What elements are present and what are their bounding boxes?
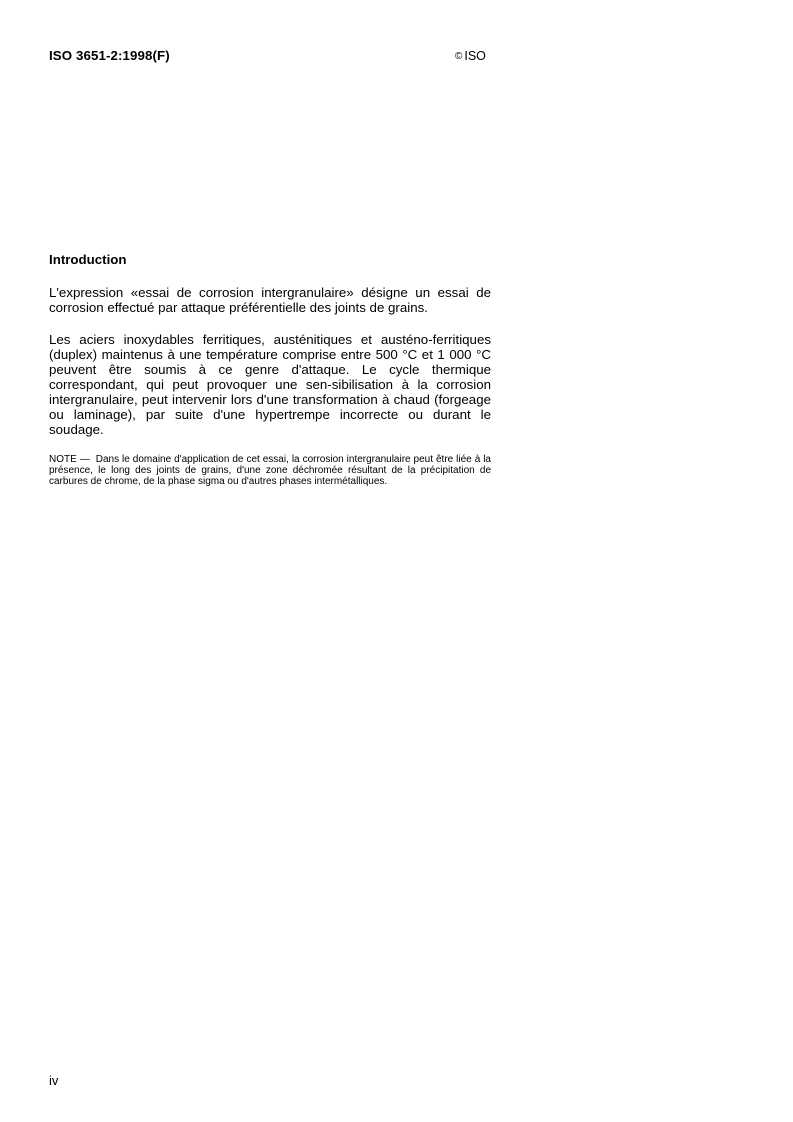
- standard-reference: ISO 3651-2:1998(F): [49, 48, 170, 63]
- note-label: NOTE —: [49, 454, 90, 465]
- note: [49, 454, 491, 487]
- copyright-notice: [455, 49, 486, 63]
- note-text: Dans le domaine d'application de cet essai, la corrosion intergranulaire peut être liée à la présence, le long des joints de grains, d'une zone déchromée résultant de la précipitation de carbures de chrome, de la phase sigma ou d'autres phases intermétalliques.: [49, 454, 491, 487]
- introduction-section: [49, 252, 491, 487]
- paragraph-1: L'expression «essai de corrosion intergranulaire» désigne un essai de corrosion effectué par attaque préférentielle des joints de grains.: [49, 285, 491, 315]
- paragraph-2: Les aciers inoxydables ferritiques, austénitiques et austéno-ferritiques (duplex) maintenus à une température comprise entre 500 °C et 1 000 °C peuvent être soumis à ce genre d'attaque. Le cycle thermique correspondant, qui peut provoquer une sen-sibilisation à la corrosion intergranulaire, peut intervenir lors d'une transformation à chaud (forgeage ou laminage), par suite d'une hypertrempe incorrecte ou durant le soudage.: [49, 332, 491, 437]
- copyright-symbol: ©: [455, 51, 463, 62]
- copyright-owner: ISO: [464, 49, 486, 63]
- page-number: iv: [49, 1073, 59, 1088]
- section-title: Introduction: [49, 252, 127, 267]
